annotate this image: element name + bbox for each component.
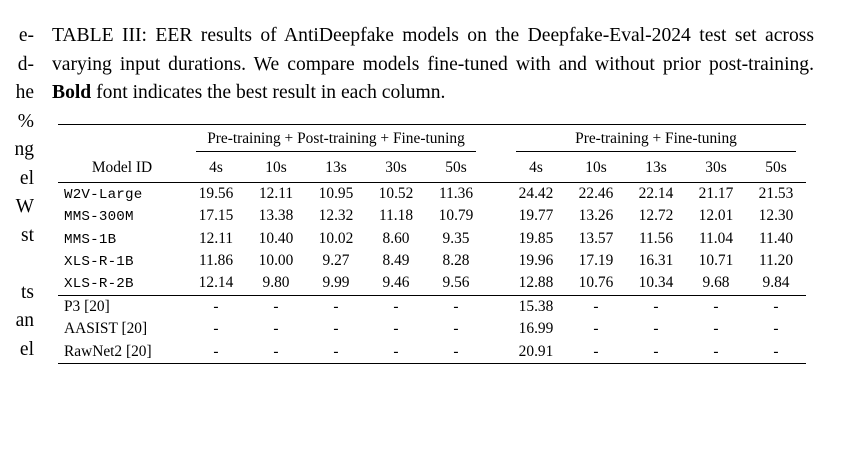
column-header-left-4s: 4s	[209, 158, 223, 176]
cell-value: 12.32	[318, 207, 354, 225]
fragment-line: el	[19, 167, 34, 189]
cell-value: -	[273, 342, 279, 360]
fragment-line: %	[17, 110, 34, 132]
cell-value: -	[273, 320, 279, 338]
column-header-right-30s: 30s	[705, 158, 727, 176]
column-header-left-13s: 13s	[325, 158, 347, 176]
cell-value: 21.17	[698, 184, 734, 202]
cell-value: 21.53	[758, 184, 794, 202]
group-header-rule-left	[196, 148, 476, 152]
cell-value: 17.15	[198, 207, 234, 225]
table-group-header-row	[58, 125, 806, 156]
cell-value: -	[333, 320, 339, 338]
cell-value: 10.40	[258, 229, 294, 247]
cell-value: 8.49	[382, 252, 410, 270]
cell-gap	[486, 250, 506, 272]
cell-value: -	[393, 297, 399, 315]
fragment-line: el	[19, 338, 34, 360]
cell-value: -	[593, 342, 599, 360]
cell-value: 8.60	[382, 229, 410, 247]
cell-value: 12.11	[198, 229, 234, 247]
group-header-post-training	[186, 125, 486, 156]
cell-value: 12.72	[638, 207, 674, 225]
table-row	[58, 250, 806, 272]
cell-value: 24.42	[518, 184, 554, 202]
cell-value: 19.96	[518, 252, 554, 270]
cell-model-id: P3 [20]	[64, 297, 110, 315]
cell-value: -	[213, 342, 219, 360]
cell-value: 22.14	[638, 184, 674, 202]
fragment-line: W	[15, 196, 34, 217]
group-header-fine-tuning	[506, 125, 806, 156]
cell-model-id: RawNet2 [20]	[64, 342, 152, 360]
table-caption	[52, 22, 814, 108]
cell-value: 9.84	[762, 274, 790, 292]
fragment-line: ng	[14, 139, 34, 160]
cell-value: 16.31	[638, 252, 674, 270]
cell-value: 9.99	[322, 274, 350, 292]
fragment-line: he	[15, 82, 34, 103]
cell-value: -	[713, 342, 719, 360]
cell-value: 17.19	[578, 252, 614, 270]
table-row	[58, 272, 806, 295]
cell-model-id: XLS-R-1B	[64, 254, 134, 271]
cell-value: 11.86	[198, 252, 234, 270]
table-row	[58, 228, 806, 250]
cell-value: 12.01	[698, 207, 734, 225]
cell-value: 19.56	[198, 184, 234, 202]
table-row	[58, 340, 806, 363]
table-column-header-row	[58, 156, 806, 183]
caption-part-1: TABLE III: EER results of AntiDeepfake models on the Deepfake-Eval-2024 test set across varying input durations. We compare models fine-tuned with and without prior post-training.	[52, 25, 814, 75]
cell-model-id: XLS-R-2B	[64, 276, 134, 293]
cell-value: -	[773, 297, 779, 315]
cell-value: 8.28	[442, 252, 470, 270]
column-header-left-10s: 10s	[265, 158, 287, 176]
cell-value: -	[773, 320, 779, 338]
cell-model-id: AASIST [20]	[64, 320, 148, 338]
cell-value: 11.20	[758, 252, 794, 270]
cell-value: 12.30	[758, 207, 794, 225]
adjacent-column-text-fragment	[0, 22, 34, 364]
cell-value: 9.35	[442, 229, 470, 247]
fragment-line: st	[20, 224, 34, 246]
cell-gap	[486, 318, 506, 340]
cell-gap	[486, 296, 506, 318]
group-header-fine-tuning-label: Pre-training + Fine-tuning	[575, 129, 737, 147]
cell-value: 9.68	[702, 274, 730, 292]
cell-gap	[486, 205, 506, 227]
cell-value: -	[593, 297, 599, 315]
cell-value: -	[393, 320, 399, 338]
column-header-right-50s: 50s	[765, 158, 787, 176]
cell-value: 20.91	[518, 342, 554, 360]
cell-value: 10.79	[438, 207, 474, 225]
group-header-post-training-label: Pre-training + Post-training + Fine-tuning	[207, 129, 465, 147]
cell-value: 15.38	[518, 297, 554, 315]
table-row	[58, 205, 806, 227]
cell-value: -	[333, 297, 339, 315]
caption-part-2: font indicates the best result in each column.	[91, 82, 446, 104]
cell-value: 11.56	[638, 229, 674, 247]
cell-value: 10.00	[258, 252, 294, 270]
cell-value: -	[453, 297, 459, 315]
fragment-line: d-	[17, 53, 34, 75]
cell-value: -	[653, 297, 659, 315]
cell-value: 10.02	[318, 229, 354, 247]
cell-value: -	[453, 320, 459, 338]
cell-value: 12.11	[258, 184, 294, 202]
group-header-rule-right	[516, 148, 796, 152]
cell-value: -	[213, 297, 219, 315]
cell-gap	[486, 183, 506, 205]
cell-value: 9.27	[322, 252, 350, 270]
cell-model-id: MMS-300M	[64, 209, 134, 226]
cell-value: 10.52	[378, 184, 414, 202]
cell-value: 16.99	[518, 320, 554, 338]
cell-value: 19.85	[518, 229, 554, 247]
column-header-right-13s: 13s	[645, 158, 667, 176]
cell-value: -	[213, 320, 219, 338]
fragment-line: ts	[20, 281, 34, 303]
cell-value: -	[333, 342, 339, 360]
cell-value: 10.71	[698, 252, 734, 270]
cell-value: 11.04	[698, 229, 734, 247]
table-row	[58, 318, 806, 340]
cell-value: 13.57	[578, 229, 614, 247]
cell-value: 9.46	[382, 274, 410, 292]
column-header-model-id: Model ID	[91, 158, 153, 176]
cell-model-id: W2V-Large	[64, 186, 143, 203]
cell-value: -	[453, 342, 459, 360]
cell-value: 11.36	[438, 184, 474, 202]
cell-value: 10.95	[318, 184, 354, 202]
table-figure	[52, 22, 814, 364]
column-header-right-10s: 10s	[585, 158, 607, 176]
cell-gap	[486, 228, 506, 250]
cell-value: -	[773, 342, 779, 360]
cell-value: 11.40	[758, 229, 794, 247]
table-bottom-rule	[58, 363, 806, 364]
cell-value: 12.88	[518, 274, 554, 292]
cell-value: -	[653, 320, 659, 338]
table-row	[58, 296, 806, 318]
caption-bold-word: Bold	[52, 82, 92, 104]
fragment-line: an	[15, 310, 34, 331]
cell-value: -	[713, 320, 719, 338]
cell-value: 13.38	[258, 207, 294, 225]
cell-value: 9.56	[442, 274, 470, 292]
cell-value: 11.18	[378, 207, 414, 225]
cell-value: -	[273, 297, 279, 315]
fragment-line: e-	[18, 25, 34, 46]
cell-gap	[486, 272, 506, 295]
eer-results-table	[58, 124, 806, 364]
cell-value: -	[593, 320, 599, 338]
cell-value: -	[393, 342, 399, 360]
table-row	[58, 183, 806, 205]
cell-value: 10.34	[638, 274, 674, 292]
cell-value: 19.77	[518, 207, 554, 225]
cell-value: 10.76	[578, 274, 614, 292]
cell-value: 22.46	[578, 184, 614, 202]
fragment-line	[0, 250, 34, 279]
column-header-left-50s: 50s	[445, 158, 467, 176]
column-header-right-4s: 4s	[529, 158, 543, 176]
cell-value: 9.80	[262, 274, 290, 292]
cell-value: -	[713, 297, 719, 315]
cell-value: -	[653, 342, 659, 360]
cell-value: 13.26	[578, 207, 614, 225]
column-header-left-30s: 30s	[385, 158, 407, 176]
cell-value: 12.14	[198, 274, 234, 292]
cell-gap	[486, 340, 506, 363]
cell-model-id: MMS-1B	[64, 231, 117, 248]
